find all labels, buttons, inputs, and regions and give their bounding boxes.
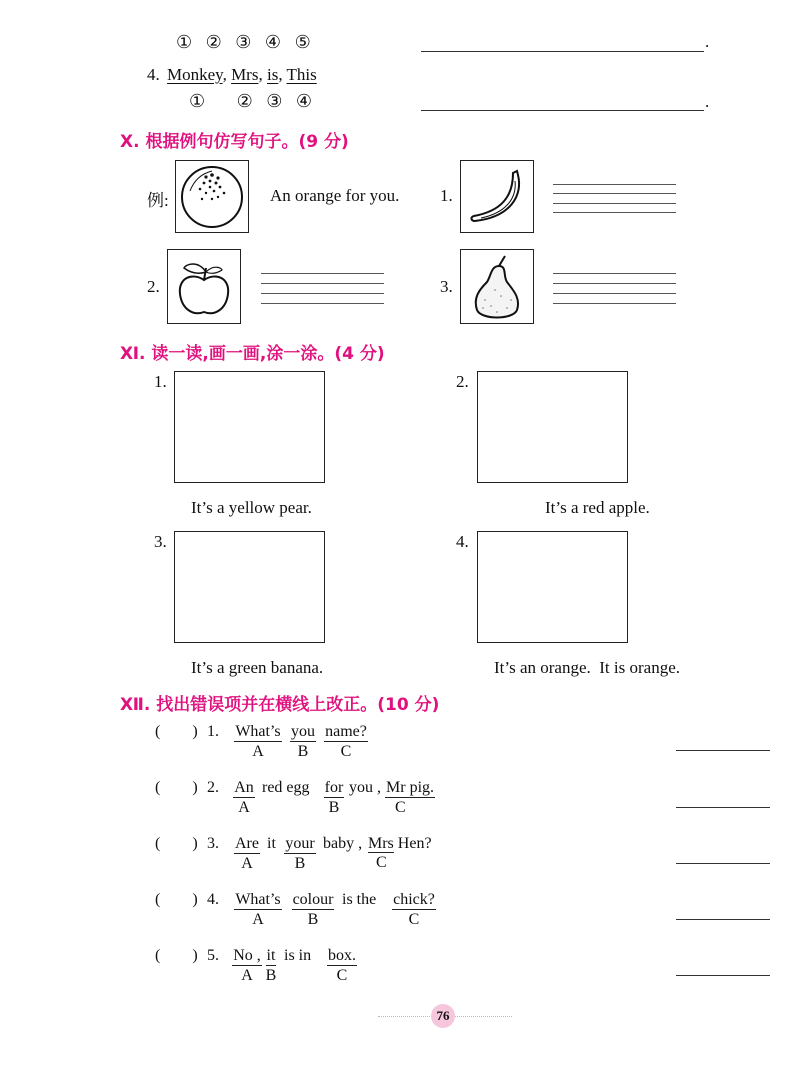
letter: C	[408, 911, 420, 928]
word: it	[266, 947, 276, 964]
plain-word: you ,	[349, 779, 381, 796]
item-number: 3.	[207, 835, 219, 852]
pear-picture	[460, 249, 534, 324]
caption: It’s a red apple.	[545, 498, 650, 517]
pear-icon	[461, 250, 533, 323]
word: This	[286, 65, 317, 84]
item-number: 1.	[440, 186, 453, 205]
option-a[interactable]	[232, 891, 284, 930]
marker: ④	[295, 91, 313, 111]
letter: A	[241, 967, 253, 984]
letter: C	[376, 854, 387, 871]
q4-number: 4.	[147, 65, 160, 84]
section-10-heading: Ⅹ. 根据例句仿写句子。(9 分)	[120, 132, 349, 152]
q3-markers	[176, 32, 311, 53]
option-c[interactable]	[388, 891, 440, 930]
word: No ,	[233, 947, 261, 964]
option-c[interactable]	[322, 947, 362, 986]
comma: ,	[222, 65, 227, 84]
option-c[interactable]	[367, 835, 443, 873]
item-number: 4.	[207, 891, 219, 908]
writing-line[interactable]	[553, 212, 676, 213]
answer-line[interactable]	[421, 110, 704, 111]
item-number: 3.	[440, 277, 453, 296]
apple-picture	[167, 249, 241, 324]
letter: B	[307, 911, 319, 928]
caption: It’s an orange. It is orange.	[494, 658, 680, 677]
letter: A	[252, 743, 264, 760]
q4-markers	[189, 91, 312, 112]
word: colour	[292, 891, 334, 908]
word: What’s	[235, 891, 281, 908]
writing-line[interactable]	[553, 203, 676, 204]
writing-line[interactable]	[553, 193, 676, 194]
option-c[interactable]	[385, 779, 449, 818]
correction-line[interactable]	[676, 863, 770, 864]
word: Mrs	[368, 835, 394, 852]
option-a[interactable]	[232, 723, 284, 762]
option-b[interactable]	[263, 947, 279, 986]
item-number: 2.	[207, 779, 219, 796]
drawing-box[interactable]	[174, 531, 325, 643]
letter: B	[328, 799, 340, 816]
marker: ⑤	[294, 32, 311, 52]
writing-line[interactable]	[261, 273, 384, 274]
plain-word: baby ,	[323, 835, 363, 852]
word: Are	[235, 835, 259, 852]
plain-word: red egg	[262, 779, 310, 796]
marker: ③	[266, 91, 283, 111]
item-number: 3.	[154, 532, 167, 551]
plain-word: it	[267, 835, 276, 852]
writing-line[interactable]	[553, 283, 676, 284]
answer-paren[interactable]: ( )	[155, 723, 198, 740]
answer-paren[interactable]: ( )	[155, 779, 198, 796]
word: box.	[328, 947, 356, 964]
drawing-box[interactable]	[477, 531, 628, 643]
letter: A	[252, 911, 264, 928]
answer-paren[interactable]: ( )	[155, 835, 198, 852]
word: your	[285, 835, 315, 852]
word: you	[291, 723, 315, 740]
section-12-heading: Ⅻ. 找出错误项并在横线上改正。(10 分)	[120, 695, 440, 715]
example-label: 例:	[147, 191, 169, 210]
word: An	[234, 779, 254, 796]
option-c[interactable]	[320, 723, 372, 762]
correction-line[interactable]	[676, 807, 770, 808]
item-number: 1.	[207, 723, 219, 740]
plain-word: is the	[342, 891, 377, 908]
option-b[interactable]	[288, 723, 318, 762]
marker: ②	[236, 91, 253, 111]
word: is	[266, 65, 279, 84]
word: Mrs	[231, 65, 259, 84]
option-a[interactable]	[232, 779, 256, 818]
section-11-heading: Ⅺ. 读一读,画一画,涂一涂。(4 分)	[120, 344, 385, 364]
letter: B	[297, 743, 309, 760]
comma: ,	[258, 65, 263, 84]
plain-word: is in	[284, 947, 312, 964]
letter: A	[241, 855, 253, 872]
banana-picture	[460, 160, 534, 233]
marker: ③	[235, 32, 252, 52]
answer-line[interactable]	[421, 51, 704, 52]
drawing-box[interactable]	[174, 371, 325, 483]
item-number: 2.	[456, 372, 469, 391]
item-number: 1.	[154, 372, 167, 391]
answer-paren[interactable]: ( )	[155, 947, 198, 964]
period: .	[705, 92, 710, 111]
letter: C	[395, 799, 406, 816]
writing-line[interactable]	[261, 293, 384, 294]
letter: C	[336, 967, 348, 984]
item-number: 4.	[456, 532, 469, 551]
marker: ①	[189, 91, 206, 111]
correction-line[interactable]	[676, 975, 770, 976]
caption: It’s a green banana.	[191, 658, 324, 677]
word: name?	[325, 723, 367, 740]
word: What’s	[235, 723, 281, 740]
writing-line[interactable]	[553, 273, 676, 274]
writing-line[interactable]	[553, 184, 676, 185]
word: Monkey	[167, 65, 223, 84]
writing-line[interactable]	[553, 303, 676, 304]
example-sentence: An orange for you.	[270, 186, 400, 205]
option-b[interactable]	[322, 779, 346, 818]
letter: B	[294, 855, 306, 872]
page-number: 76	[431, 1004, 455, 1028]
letter: B	[265, 967, 277, 984]
option-a[interactable]	[232, 947, 262, 986]
word: Hen?	[397, 835, 432, 852]
word: chick?	[393, 891, 435, 908]
orange-picture	[175, 160, 249, 233]
apple-icon	[168, 250, 240, 323]
option-a[interactable]	[232, 835, 262, 874]
option-b[interactable]	[288, 891, 338, 930]
writing-line[interactable]	[261, 283, 384, 284]
answer-paren[interactable]: ( )	[155, 891, 198, 908]
banana-icon	[461, 161, 533, 232]
caption: It’s a yellow pear.	[191, 498, 312, 517]
correction-line[interactable]	[676, 750, 770, 751]
footer-rule-left	[378, 1016, 438, 1017]
marker: ④	[264, 32, 282, 52]
drawing-box[interactable]	[477, 371, 628, 483]
option-b[interactable]	[282, 835, 318, 874]
letter: C	[340, 743, 352, 760]
word: pig.	[409, 779, 435, 796]
comma: ,	[278, 65, 283, 84]
writing-line[interactable]	[261, 303, 384, 304]
correction-line[interactable]	[676, 919, 770, 920]
marker: ②	[205, 32, 222, 52]
word: for	[324, 779, 344, 796]
item-number: 2.	[147, 277, 160, 296]
letter: A	[238, 799, 250, 816]
item-number: 5.	[207, 947, 219, 964]
orange-icon	[176, 161, 248, 232]
writing-line[interactable]	[553, 293, 676, 294]
word: Mr	[386, 779, 406, 796]
period: .	[705, 32, 710, 51]
footer-rule-right	[452, 1016, 512, 1017]
q4-words	[167, 65, 317, 85]
marker: ①	[176, 32, 193, 52]
